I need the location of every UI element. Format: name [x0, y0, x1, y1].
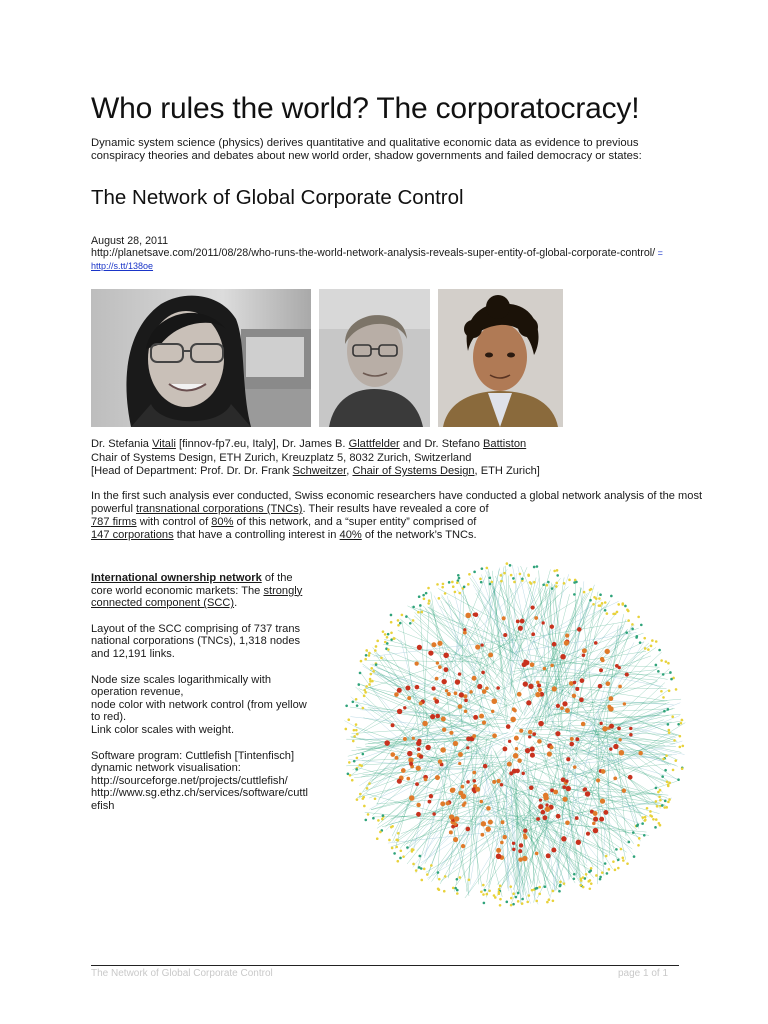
link-40-percent[interactable]: 40% — [339, 529, 362, 541]
ownership-network-graph — [330, 557, 698, 910]
link-battiston[interactable]: Battiston — [483, 438, 527, 450]
findings-paragraph: In the first such analysis ever conducted, Swiss economic researchers have conducted a global network analysis of the most powerful transnational corporations (TNCs). Their results have revealed a core of 787 firms with control of 80% of this network, and a “super entity” comprised of 147 corporations that have a controlling interest in 40% of the network’s TNCs. — [91, 490, 703, 541]
network-description: International ownership network of the core world economic markets: The strongly connected component (SCC). Layout of the SCC comprising of 737 trans national corporations (TNCs), 1,318 nodes and 12,191 links. Node size scales logarithmically with operation revenue, node color with network control (from yellow to red). Link color scales with weight. Software program: Cuttlefish [Tintenfisch] dynamic network visualisation: http://sourceforge.net/projects/cuttlefish/ http://www.sg.ethz.ch/services/software/cuttlefish — [91, 572, 309, 812]
link-scc[interactable]: strongly connected component (SCC) — [91, 584, 303, 610]
link-ownership-network[interactable]: International ownership network — [91, 572, 262, 584]
footer-rule — [91, 965, 679, 966]
link-787-firms[interactable]: 787 firms — [91, 516, 137, 528]
intro-paragraph: Dynamic system science (physics) derives quantitative and qualitative economic data as evidence to previous conspiracy theories and debates about new world order, shadow governments and failed democracy or states: — [91, 137, 642, 162]
photo-stefano-battiston — [438, 289, 563, 427]
link-147-corporations[interactable]: 147 corporations — [91, 529, 174, 541]
short-url-link[interactable]: http://s.tt/138oe — [91, 260, 154, 271]
article-meta — [91, 235, 691, 272]
link-schweitzer[interactable]: Schweitzer — [292, 465, 347, 478]
link-chair-systems-design[interactable]: Chair of Systems Design — [352, 465, 475, 478]
footer-title: The Network of Global Corporate Control — [91, 968, 273, 979]
link-80-percent[interactable]: 80% — [211, 516, 234, 528]
link-glattfelder[interactable]: Glattfelder — [348, 438, 400, 450]
photo-stefania-vitali — [91, 289, 311, 427]
article-date: August 28, 2011 — [91, 235, 169, 247]
page-number: page 1 of 1 — [618, 968, 669, 979]
url-sourceforge[interactable]: http://sourceforge.net/projects/cuttlefish/ — [91, 774, 288, 787]
link-vitali[interactable]: Vitali — [152, 438, 176, 450]
source-url: http://planetsave.com/2011/08/28/who-runs-the-world-network-analysis-reveals-super-entity-of-global-corporate-control/ = http://s.tt/138oe — [91, 247, 663, 271]
researchers-caption: Dr. Stefania Vitali [finnov-fp7.eu, Italy], Dr. James B. Glattfelder and Dr. Stefano Battiston Chair of Systems Design, ETH Zurich, Kreuzplatz 5, 8032 Zurich, Switzerland [Head of Department: Prof. Dr. Dr. Frank Schweitzer, Chair of Systems Design, ETH Zurich] — [91, 438, 540, 478]
page-title: Who rules the world? The corporatocracy! — [91, 92, 640, 125]
url-ethz[interactable]: http://www.sg.ethz.ch/services/software/cuttlefish — [91, 787, 309, 812]
link-tnc[interactable]: transnational corporations (TNCs) — [136, 503, 303, 515]
photo-james-glattfelder — [319, 289, 430, 427]
section-heading: The Network of Global Corporate Control — [91, 186, 464, 209]
